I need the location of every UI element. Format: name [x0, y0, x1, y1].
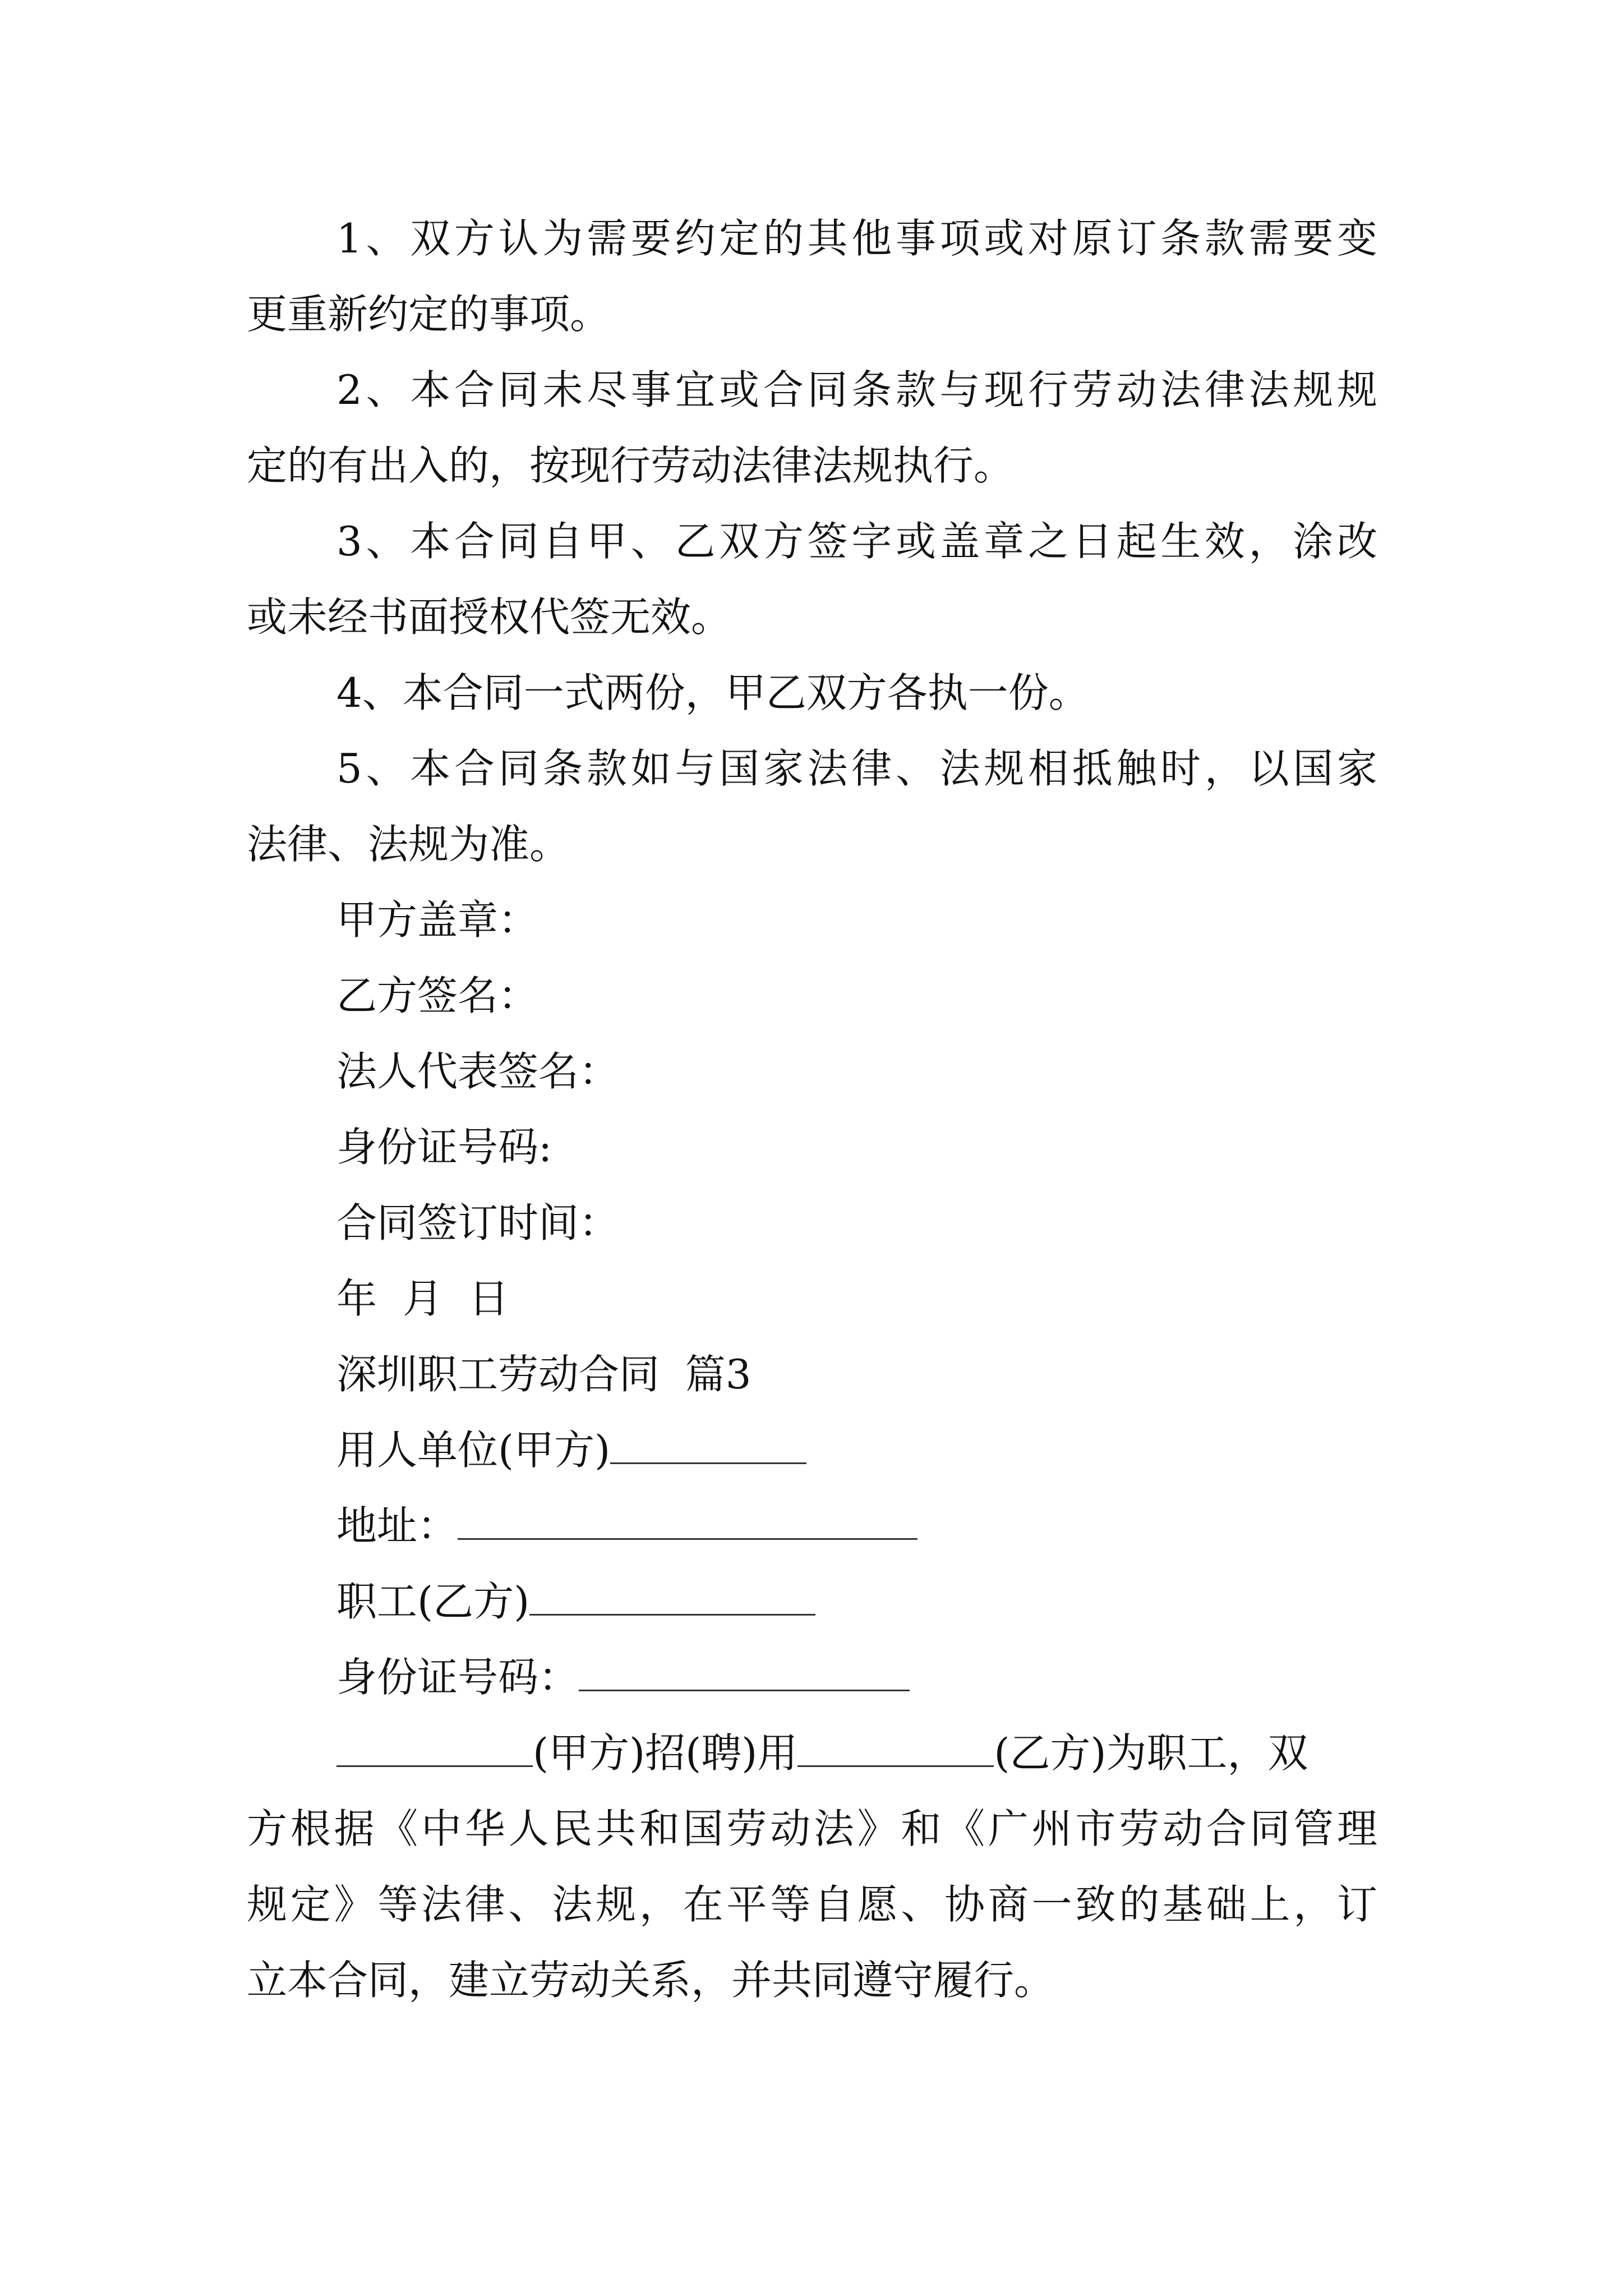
intro-employee-blank — [797, 1728, 994, 1767]
clause-4: 4、本合同一式两份，甲乙双方各执一份。 — [336, 669, 1089, 716]
address-label: 地址： — [336, 1502, 458, 1549]
clause-1-line-2: 更重新约定的事项。 — [247, 291, 611, 338]
signing-date-label: 合同签订时间： — [336, 1199, 620, 1246]
employee-row — [336, 1576, 815, 1627]
party-a-seal-label: 甲方盖章： — [336, 896, 539, 944]
clause-1-line-1: 1、双方认为需要约定的其他事项或对原订条款需要变 — [336, 215, 1377, 262]
intro-line-3: 规定》等法律、法规，在平等自愿、协商一致的基础上，订 — [247, 1881, 1377, 1928]
employer-row — [336, 1425, 806, 1475]
clause-3-line-1: 3、本合同自甲、乙双方签字或盖章之日起生效，涂改 — [336, 518, 1377, 565]
section-heading: 深圳职工劳动合同 篇3 — [336, 1351, 751, 1398]
legal-rep-signature-label: 法人代表签名： — [336, 1048, 620, 1095]
clause-5-line-1: 5、本合同条款如与国家法律、法规相抵触时，以国家 — [336, 745, 1377, 792]
clause-3-line-2: 或未经书面授权代签无效。 — [247, 593, 732, 641]
intro-part-a: (甲方)招(聘)用 — [533, 1729, 798, 1777]
address-blank — [458, 1501, 917, 1540]
clause-2-line-2: 定的有出入的，按现行劳动法律法规执行。 — [247, 442, 1015, 489]
clause-2-line-1: 2、本合同未尽事宜或合同条款与现行劳动法律法规规 — [336, 366, 1377, 413]
employee-blank — [529, 1577, 815, 1616]
clause-5-line-2: 法律、法规为准。 — [247, 821, 570, 868]
intro-line-4: 立本合同，建立劳动关系，并共同遵守履行。 — [247, 1957, 1055, 2004]
intro-line-1 — [336, 1728, 1308, 1778]
employer-blank — [610, 1425, 806, 1464]
intro-employer-blank — [336, 1728, 533, 1767]
id-row — [336, 1652, 910, 1703]
address-row — [336, 1501, 917, 1551]
id-label: 身份证号码： — [336, 1654, 579, 1701]
id-blank — [579, 1653, 910, 1691]
intro-part-b: (乙方)为职工，双 — [994, 1729, 1308, 1777]
intro-line-2: 方根据《中华人民共和国劳动法》和《广州市劳动合同管理 — [247, 1805, 1377, 1852]
id-number-label: 身份证号码: — [336, 1124, 552, 1171]
party-b-signature-label: 乙方签名： — [336, 972, 539, 1019]
date-placeholder: 年 月 日 — [336, 1275, 509, 1322]
employer-label: 用人单位(甲方) — [336, 1427, 611, 1474]
employee-label: 职工(乙方) — [336, 1578, 530, 1625]
